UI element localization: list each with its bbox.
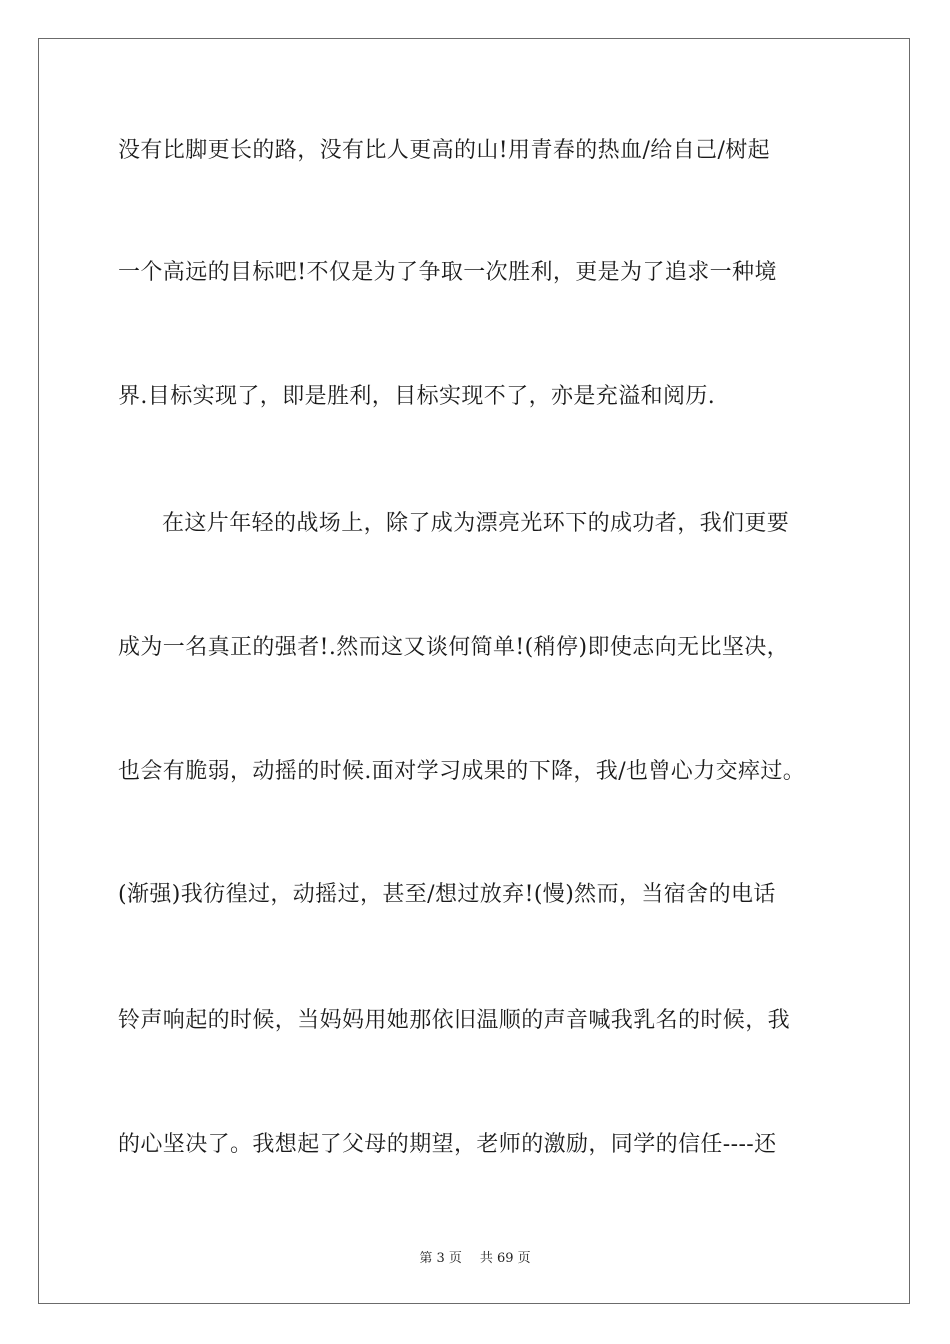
text-line: 界.目标实现了，即是胜利，目标实现不了，亦是充溢和阅历.: [118, 384, 716, 409]
total-pages: 共 69 页: [479, 1251, 531, 1266]
text-line: 也会有脆弱，动摇的时候.面对学习成果的下降，我/也曾心力交瘁过。: [118, 759, 806, 784]
text-line: 一个高远的目标吧!不仅是为了争取一次胜利，更是为了追求一种境: [118, 260, 777, 285]
page-number: 第 3 页: [419, 1251, 462, 1266]
text-line: 的心坚决了。我想起了父母的期望，老师的激励，同学的信任----还: [118, 1132, 777, 1157]
text-line: 铃声响起的时候，当妈妈用她那依旧温顺的声音喊我乳名的时候，我: [118, 1008, 791, 1033]
page-border: [38, 38, 910, 1304]
text-line: 没有比脚更长的路，没有比人更高的山!用青春的热血/给自己/树起: [118, 138, 771, 163]
text-line: 成为一名真正的强者!.然而这又谈何简单!(稍停)即使志向无比坚决，: [118, 635, 790, 660]
page-footer: [0, 1247, 950, 1266]
text-line: (渐强)我彷徨过，动摇过，甚至/想过放弃!(慢)然而，当宿舍的电话: [118, 882, 776, 907]
paragraph-first-line: 在这片年轻的战场上，除了成为漂亮光环下的成功者，我们更要: [162, 511, 790, 536]
